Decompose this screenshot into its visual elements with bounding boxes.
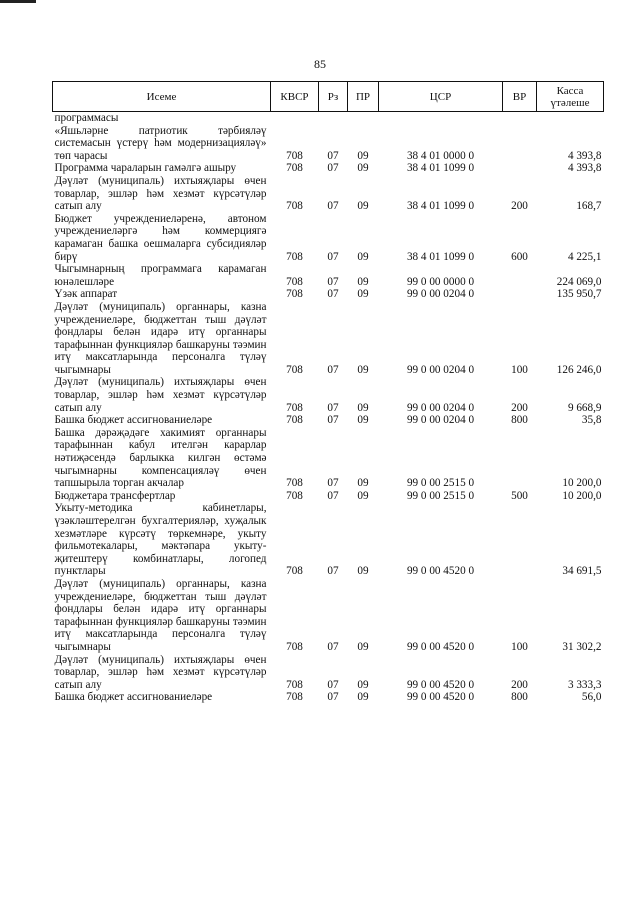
row-kvsr-cell: 708	[286, 640, 303, 653]
row-name-cell: Бюджетара трансфертлар	[54, 489, 176, 502]
row-pr-cell: 09	[357, 363, 369, 376]
row-amount-cell: 9 668,9	[567, 401, 602, 414]
header-vr: ВР	[503, 82, 537, 112]
row-vr-cell: 600	[511, 250, 528, 263]
row-kvsr-cell: 708	[286, 275, 303, 288]
row-amount-cell: 126 246,0	[556, 363, 602, 376]
table-row	[53, 502, 604, 578]
row-vr-cell	[503, 263, 537, 288]
scan-corner-mark	[0, 0, 36, 3]
table-row	[53, 112, 604, 125]
row-vr-cell: 500	[511, 489, 528, 502]
table-row	[53, 414, 604, 427]
row-name-cell: Укыту-методика кабинетлары, үзәкләштерелгән бухгалтерияләр, хуҗалык хезмәтләре күрсәтү төркемнәре, укыту фильмотекалары, мәктәпара укыту-җитештерү комбинатлары, логопед пунктлары	[54, 502, 267, 578]
row-amount-cell	[537, 112, 604, 125]
row-amount-cell: 4 393,8	[567, 162, 602, 175]
row-pr-cell: 09	[357, 200, 369, 213]
row-kvsr-cell: 708	[286, 691, 303, 704]
row-csr-cell: 99 0 00 0204 0	[406, 288, 475, 301]
row-csr-cell: 38 4 01 1099 0	[406, 162, 475, 175]
table-row	[53, 490, 604, 503]
table-header-row	[53, 82, 604, 112]
row-rz-cell: 07	[327, 363, 339, 376]
row-amount-cell: 34 691,5	[562, 565, 602, 578]
row-pr-cell: 09	[357, 477, 369, 490]
row-vr-cell: 200	[511, 678, 528, 691]
row-pr-cell: 09	[357, 414, 369, 427]
row-rz-cell: 07	[327, 678, 339, 691]
row-rz-cell: 07	[327, 149, 339, 162]
row-name-cell: Башка бюджет ассигнованиеләре	[54, 414, 213, 427]
row-vr-cell: 100	[511, 363, 528, 376]
table-row	[53, 288, 604, 301]
table-row	[53, 125, 604, 163]
row-amount-cell: 224 069,0	[556, 275, 602, 288]
row-name-cell: Бюджет учреждениеләренә, автоном учреждениеләргә һәм коммерциягә карамаган башка оешмаларга субсидияләр бирү	[54, 212, 267, 263]
row-kvsr-cell	[271, 112, 319, 125]
row-name-cell: Башка дәрәҗәдәге хакимият органнары тарафыннан кабул ителгән карарлар нәтиҗәсендә барлыкка килгән өстәмә чыгымнарны компенсацияләү өчен тапшырыла торган акчалар	[54, 426, 267, 490]
row-amount-cell: 10 200,0	[562, 489, 602, 502]
row-kvsr-cell: 708	[286, 363, 303, 376]
row-csr-cell: 99 0 00 0204 0	[406, 401, 475, 414]
table-row	[53, 301, 604, 377]
row-amount-cell: 10 200,0	[562, 477, 602, 490]
row-csr-cell: 38 4 01 0000 0	[406, 149, 475, 162]
table-row	[53, 162, 604, 175]
row-rz-cell: 07	[327, 489, 339, 502]
row-name-cell: Чыгымнарның программага карамаган юнәлешләре	[54, 263, 267, 288]
row-amount-cell: 3 333,3	[567, 678, 602, 691]
row-name-cell: Дәүләт (муниципаль) ихтыяҗлары өчен товарлар, эшләр һәм хезмәт күрсәтүләр сатып алу	[54, 653, 267, 691]
row-kvsr-cell: 708	[286, 678, 303, 691]
table-row	[53, 427, 604, 490]
header-pr: ПР	[348, 82, 379, 112]
row-pr-cell: 09	[357, 691, 369, 704]
row-amount-cell: 4 225,1	[567, 250, 602, 263]
row-kvsr-cell: 708	[286, 477, 303, 490]
header-csr: ЦСР	[379, 82, 503, 112]
row-pr-cell: 09	[357, 640, 369, 653]
row-amount-cell: 135 950,7	[556, 288, 602, 301]
row-csr-cell: 99 0 00 4520 0	[406, 565, 475, 578]
table-row	[53, 263, 604, 288]
row-vr-cell: 200	[511, 401, 528, 414]
row-rz-cell: 07	[327, 401, 339, 414]
row-pr-cell: 09	[357, 275, 369, 288]
row-rz-cell	[319, 112, 348, 125]
row-vr-cell	[503, 125, 537, 163]
row-amount-cell: 35,8	[581, 414, 602, 427]
row-vr-cell	[503, 288, 537, 301]
row-rz-cell: 07	[327, 162, 339, 175]
row-pr-cell: 09	[357, 489, 369, 502]
row-kvsr-cell: 708	[286, 250, 303, 263]
row-csr-cell: 99 0 00 2515 0	[406, 477, 475, 490]
page-number: 85	[314, 57, 326, 71]
row-name-cell: Дәүләт (муниципаль) органнары, казна учреждениеләре, бюджеттан тыш дәүләт фондлары белән идарә итү органнары тарафыннан функцияләр башкаруны тәэмин итү максатларында персоналга түләү чыгымнары	[54, 300, 267, 376]
row-pr-cell: 09	[357, 565, 369, 578]
row-pr-cell: 09	[357, 678, 369, 691]
row-kvsr-cell: 708	[286, 149, 303, 162]
row-pr-cell: 09	[357, 250, 369, 263]
table-row	[53, 376, 604, 414]
row-vr-cell: 100	[511, 640, 528, 653]
header-amount: Касса үтәлеше	[537, 82, 604, 112]
row-kvsr-cell: 708	[286, 414, 303, 427]
row-rz-cell: 07	[327, 275, 339, 288]
row-amount-cell: 56,0	[581, 691, 602, 704]
row-name-cell: Дәүләт (муниципаль) ихтыяҗлары өчен товарлар, эшләр һәм хезмәт күрсәтүләр сатып алу	[54, 174, 267, 213]
row-kvsr-cell: 708	[286, 489, 303, 502]
row-csr-cell	[379, 112, 503, 125]
row-pr-cell: 09	[357, 288, 369, 301]
row-csr-cell: 99 0 00 4520 0	[406, 640, 475, 653]
row-rz-cell: 07	[327, 640, 339, 653]
row-kvsr-cell: 708	[286, 565, 303, 578]
row-csr-cell: 99 0 00 0204 0	[406, 363, 475, 376]
row-csr-cell: 99 0 00 0000 0	[406, 275, 475, 288]
row-amount-cell: 31 302,2	[562, 640, 602, 653]
row-kvsr-cell: 708	[286, 401, 303, 414]
row-vr-cell: 800	[511, 691, 528, 704]
header-name: Исеме	[53, 82, 271, 112]
row-name-cell: Башка бюджет ассигнованиеләре	[54, 691, 213, 704]
row-csr-cell: 99 0 00 4520 0	[406, 691, 475, 704]
row-vr-cell	[503, 112, 537, 125]
row-name-cell: «Яшьләрне патриотик тәрбияләү системасын үстерү һәм модернизацияләү» төп чарасы	[54, 124, 267, 162]
row-csr-cell: 38 4 01 1099 0	[406, 250, 475, 263]
row-vr-cell	[503, 427, 537, 490]
budget-execution-table	[52, 81, 604, 704]
row-rz-cell: 07	[327, 691, 339, 704]
row-kvsr-cell: 708	[286, 288, 303, 301]
row-csr-cell: 99 0 00 0204 0	[406, 414, 475, 427]
row-pr-cell: 09	[357, 401, 369, 414]
row-csr-cell: 99 0 00 2515 0	[406, 489, 475, 502]
row-rz-cell: 07	[327, 414, 339, 427]
table-row	[53, 175, 604, 213]
row-rz-cell: 07	[327, 288, 339, 301]
row-amount-cell: 168,7	[576, 200, 602, 213]
table-row	[53, 691, 604, 704]
header-rz: Рз	[319, 82, 348, 112]
row-rz-cell: 07	[327, 477, 339, 490]
table-row	[53, 578, 604, 654]
header-kvsr: КВСР	[271, 82, 319, 112]
row-vr-cell: 800	[511, 414, 528, 427]
row-name-cell: Дәүләт (муниципаль) ихтыяҗлары өчен товарлар, эшләр һәм хезмәт күрсәтүләр сатып алу	[54, 376, 267, 414]
row-kvsr-cell: 708	[286, 162, 303, 175]
row-kvsr-cell: 708	[286, 200, 303, 213]
row-vr-cell	[503, 502, 537, 578]
row-pr-cell: 09	[357, 162, 369, 175]
row-pr-cell: 09	[357, 149, 369, 162]
row-rz-cell: 07	[327, 200, 339, 213]
row-amount-cell: 4 393,8	[567, 149, 602, 162]
row-pr-cell	[348, 112, 379, 125]
row-vr-cell	[503, 162, 537, 175]
row-csr-cell: 38 4 01 1099 0	[406, 200, 475, 213]
row-vr-cell: 200	[511, 200, 528, 213]
row-name-cell: Программа чараларын гамәлгә ашыру	[54, 162, 237, 175]
row-rz-cell: 07	[327, 565, 339, 578]
row-csr-cell: 99 0 00 4520 0	[406, 678, 475, 691]
row-name-cell: Дәүләт (муниципаль) органнары, казна учреждениеләре, бюджеттан тыш дәүләт фондлары белән идарә итү органнары тарафыннан функцияләр башкаруны тәэмин итү максатларында персоналга түләү чыгымнары	[54, 577, 267, 653]
row-rz-cell: 07	[327, 250, 339, 263]
row-name-cell: программасы	[54, 112, 119, 124]
table-body	[53, 112, 604, 704]
row-name-cell: Үзәк аппарат	[54, 288, 118, 301]
table-row	[53, 654, 604, 692]
table-row	[53, 213, 604, 263]
